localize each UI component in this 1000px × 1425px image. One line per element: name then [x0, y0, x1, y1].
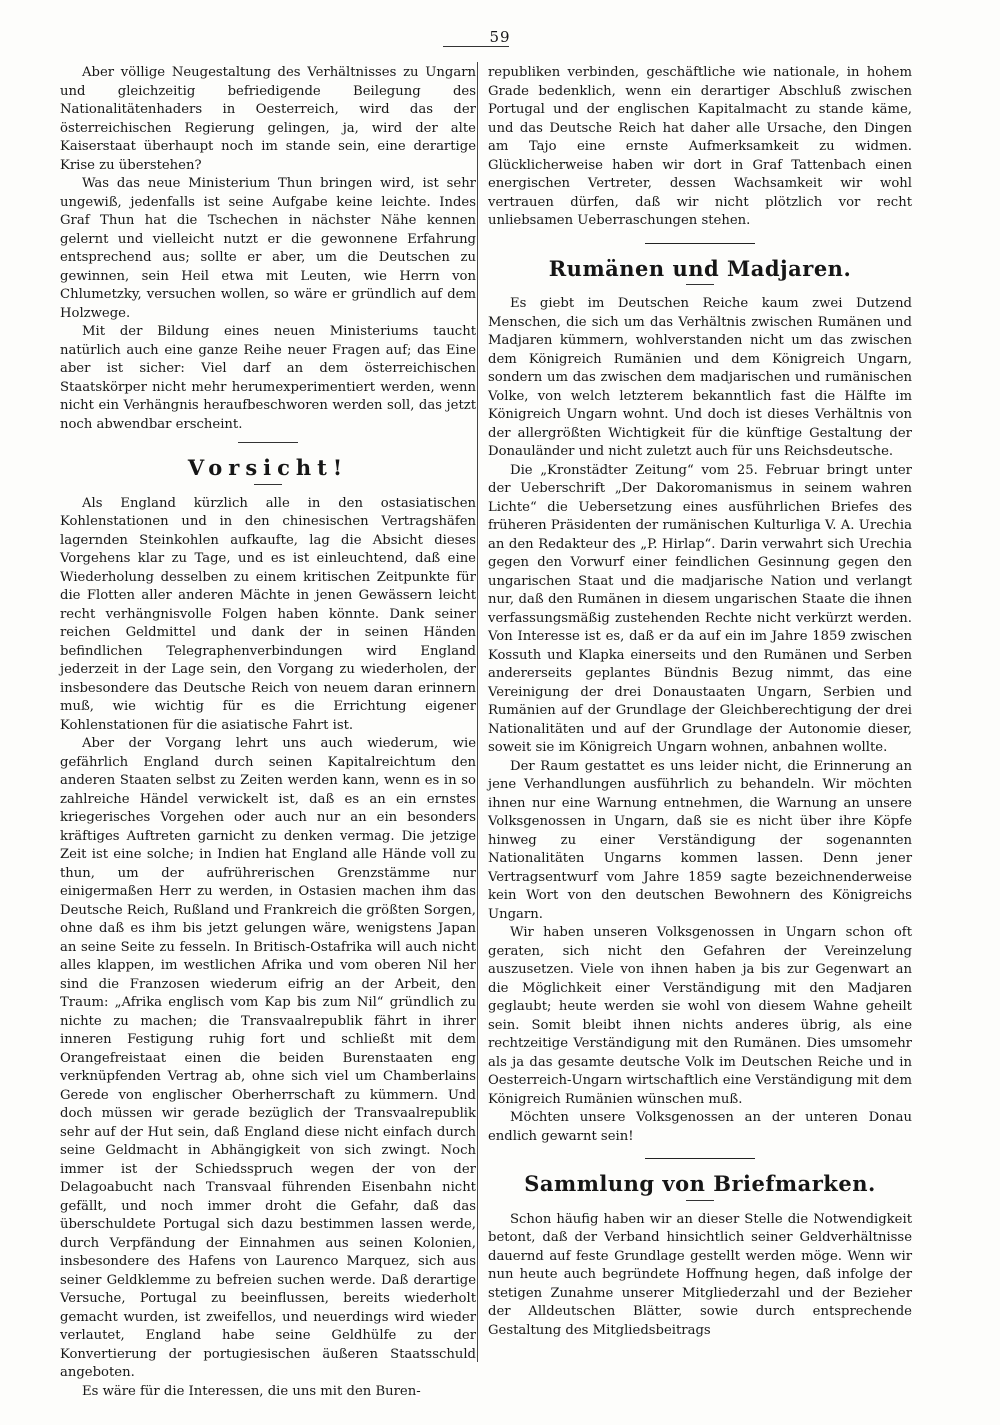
title-rule	[686, 1200, 714, 1201]
paragraph: Als England kürzlich alle in den ostasiatischen Kohlenstationen und in den chinesischen Vertragshäfen lagernden Steinkohlen aufkaufte, lag die Absicht dieses Vorgehens klar zu Tage, und es ist einleuchtend, daß eine Wiederholung desselben zu einem kritischen Zeitpunkte für die Flotten aller anderen Mächte in jenen Gewässern leicht recht verhängnisvolle Folgen haben könnte. Dank seiner reichen Geldmittel und dank der in seinen Händen befindlichen Telegraphenverbindungen wird England jederzeit in der Lage sein, den Vorgang zu wiederholen, der insbesondere das Deutsche Reich von neuem daran erinnern muß, wie wichtig für es die Errichtung eigener Kohlenstationen für die asiatische Fahrt ist.	[60, 495, 476, 733]
paragraph: Der Raum gestattet es uns leider nicht, die Erinnerung an jene Verhandlungen ausführlich zu behandeln. Wir möchten ihnen nur eine Warnung entnehmen, die Warnung an unsere Volksgenossen in Ungarn, daß sie es nicht über ihre Köpfe hinweg zu einer Verständigung der sogenannten Nationalitäten Ungarns kommen lassen. Denn jener Vertragsentwurf vom Jahre 1859 sagte bezeichnenderweise kein Wort von den deutschen Bewohnern des Königreichs Ungarn.	[488, 758, 912, 922]
page-number: 59	[489, 28, 511, 46]
paragraph: Die „Kronstädter Zeitung“ vom 25. Februar bringt unter der Ueberschrift „Der Dakoromanismus in seinem wahren Lichte“ die Uebersetzung eines ausführlichen Briefes des früheren Präsidenten der rumänischen Kulturliga V. A. Urechia an den Redakteur des „P. Hirlap“. Darin verwahrt sich Urechia gegen den Vorwurf einer feindlichen Gesinnung gegen den ungarischen Staat und die madjarische Nation und verlangt nur, daß den Rumänen in diesem ungarischen Staate die ihnen verfassungsmäßig zustehenden Rechte nicht verkürzt werden. Von Interesse ist es, daß er da auf ein im Jahre 1859 zwischen Kossuth und Klapka einerseits und den Rumänen und Serben andererseits geplantes Bündnis Bezug nimmt, das eine Vereinigung der drei Donaustaaten Ungarn, Serbien und Rumänien auf der Grundlage der Gleichberechtigung der drei Nationalitäten und auf der Grundlage der Autonomie dieser, soweit sie im Königreich Ungarn wohnen, anbahnen wollte.	[488, 462, 912, 755]
left-column	[60, 64, 476, 1401]
paragraph: Wir haben unseren Volksgenossen in Ungarn schon oft geraten, sich nicht den Gefahren der Vereinzelung auszusetzen. Viele von ihnen haben ja bis zur Gegenwart an die Möglichkeit einer Verständigung mit den Madjaren geglaubt; heute werden sie wohl von diesem Wahne geheilt sein. Somit bleibt ihnen nichts anderes übrig, als eine rechtzeitige Verständigung mit den Rumänen. Dies umsomehr als ja das gesamte deutsche Volk im Deutschen Reiche und in Oesterreich-Ungarn wirtschaftlich eine Verständigung mit dem Königreich Rumänien wünschen muß.	[488, 925, 912, 1107]
paragraph: Mit der Bildung eines neuen Ministeriums taucht natürlich auch eine ganze Reihe neuer Fragen auf; das Eine aber ist sicher: Viel darf an dem österreichischen Staatskörper nicht mehr herumexperimentiert werden, wenn nicht ein Verhängnis heraufbeschworen werden soll, das jetzt noch abwendbar erscheint.	[60, 324, 476, 432]
paragraph: Was das neue Ministerium Thun bringen wird, ist sehr ungewiß, jedenfalls ist seine Aufgabe keine leichte. Indes Graf Thun hat die Tschechen in nächster Nähe kennen gelernt und vielleicht nutzt er die gewonnene Erfahrung entsprechend aus; sollte er aber, um die Deutschen zu gewinnen, sein Heil etwa mit Leuten, wie Herrn von Chlumetzky, versuchen wollen, so wäre er gründlich auf dem Holzwege.	[60, 176, 476, 321]
page-number-rule	[443, 46, 509, 47]
article-title-vorsicht: Vorsicht!	[187, 455, 349, 480]
paragraph: Möchten unsere Volksgenossen an der unteren Donau endlich gewarnt sein!	[488, 1110, 912, 1144]
article-title-rumaenen: Rumänen und Madjaren.	[548, 255, 852, 281]
title-rule	[686, 284, 714, 285]
section-divider	[645, 243, 755, 244]
paragraph: Es wäre für die Interessen, die uns mit den Buren-	[82, 1383, 421, 1399]
article-title-briefmarken: Sammlung von Briefmarken.	[524, 1171, 876, 1196]
column-divider	[477, 62, 478, 1362]
section-divider	[238, 442, 298, 443]
paragraph: Schon häufig haben wir an dieser Stelle die Notwendigkeit betont, daß der Verband hinsichtlich seiner Geldverhältnisse dauernd auf feste Grundlage gestellt werden möge. Wenn wir nun heute auch begründete Hoffnung hegen, daß infolge der stetigen Zunahme unserer Mitgliederzahl und der Bezieher der Alldeutschen Blätter, sowie durch entsprechende Gestaltung des Mitgliedsbeitrags	[488, 1211, 912, 1338]
title-rule	[254, 484, 282, 485]
section-divider	[645, 1158, 755, 1159]
right-column	[488, 64, 912, 1340]
paragraph: Aber der Vorgang lehrt uns auch wiederum, wie gefährlich England durch seinen Kapitalreichtum den anderen Staaten selbst zu Zeiten werden kann, wenn es in so zahlreiche Händel verwickelt ist, daß es an ein ernstes kriegerisches Vorgehen oder auch nur an ein besonders kräftiges Auftreten garnicht zu denken vermag. Die jetzige Zeit ist eine solche; in Indien hat England alle Hände voll zu thun, um der aufrührerischen Grenzstämme nur einigermaßen Herr zu werden, in Ostasien machen ihm das Deutsche Reich, Rußland und Frankreich die größten Sorgen, ohne daß es ihm bis jetzt gelungen wäre, wenigstens Japan an seine Seite zu fesseln. In Britisch-Ostafrika will auch nicht alles klappen, im westlichen Afrika und vom oberen Nil her sind die Franzosen wiederum eifrig an der Arbeit, den Traum: „Afrika englisch vom Kap bis zum Nil“ gründlich zu nichte zu machen; die Transvaalrepublik fährt in ihrer inneren Festigung ruhig fort und schließt mit dem Orangefreistaat einen die beiden Burenstaaten eng verknüpfenden Vertrag ab, ohne sich viel um Chamberlains Gerede von englischer Oberherrschaft zu kümmern. Und doch müssen wir gerade bezüglich der Transvaalrepublik sehr auf der Hut sein, daß England diese nicht einfach durch seine Geldmacht in Abhängigkeit von sich zwingt. Noch immer ist der Schiedsspruch wegen der von der Delagoabucht nach Transvaal führenden Eisenbahn nicht gefällt, und noch immer droht die Gefahr, daß das überschuldete Portugal sich dazu bestimmen lassen werde, durch Verpfändung der Einnahmen aus seinen Kolonien, insbesondere des Hafens von Laurenco Marquez, sich aus seiner Geldklemme zu befreien suchen werde. Daß derartige Versuche, Portugal zu beeinflussen, bereits wiederholt gemacht wurden, ist zweifellos, und neuerdings wird wieder verlautet, England habe seine Geldhülfe zu der Konvertierung der portugiesischen äußeren Staatsschuld angeboten.	[60, 736, 476, 1380]
paragraph: Aber völlige Neugestaltung des Verhältnisses zu Ungarn und gleichzeitig befriedigende Beilegung des Nationalitätenhaders in Oesterreich, wird das der österreichischen Regierung gelingen, ja, wird der alte Kaiserstaat überhaupt noch im stande sein, eine derartige Krise zu überstehen?	[60, 65, 476, 173]
paragraph: republiken verbinden, geschäftliche wie nationale, in hohem Grade bedenklich, wenn ein derartiger Abschluß zwischen Portugal und der englischen Kapitalmacht zu stande käme, und das Deutsche Reich hat daher alle Ursache, den Dingen am Tajo eine ernste Aufmerksamkeit zu widmen. Glücklicherweise haben wir dort in Graf Tattenbach einen energischen Vertreter, dessen Wachsamkeit wir wohl vertrauen dürfen, daß wir nicht plötzlich vor recht unliebsamen Ueberraschungen stehen.	[488, 65, 912, 228]
paragraph: Es giebt im Deutschen Reiche kaum zwei Dutzend Menschen, die sich um das Verhältnis zwischen Rumänen und Madjaren kümmern, wohlverstanden nicht um das zwischen dem Königreich Rumänien und dem Königreich Ungarn, sondern um das zwischen dem madjarischen und rumänischen Volke, von welch letzterem bekanntlich fast die Hälfte im Königreich Ungarn wohnt. Und doch ist dieses Verhältnis von der allergrößten Wichtigkeit für die künftige Gestaltung der Donauländer und nicht zuletzt auch für uns Reichsdeutsche.	[488, 296, 912, 459]
